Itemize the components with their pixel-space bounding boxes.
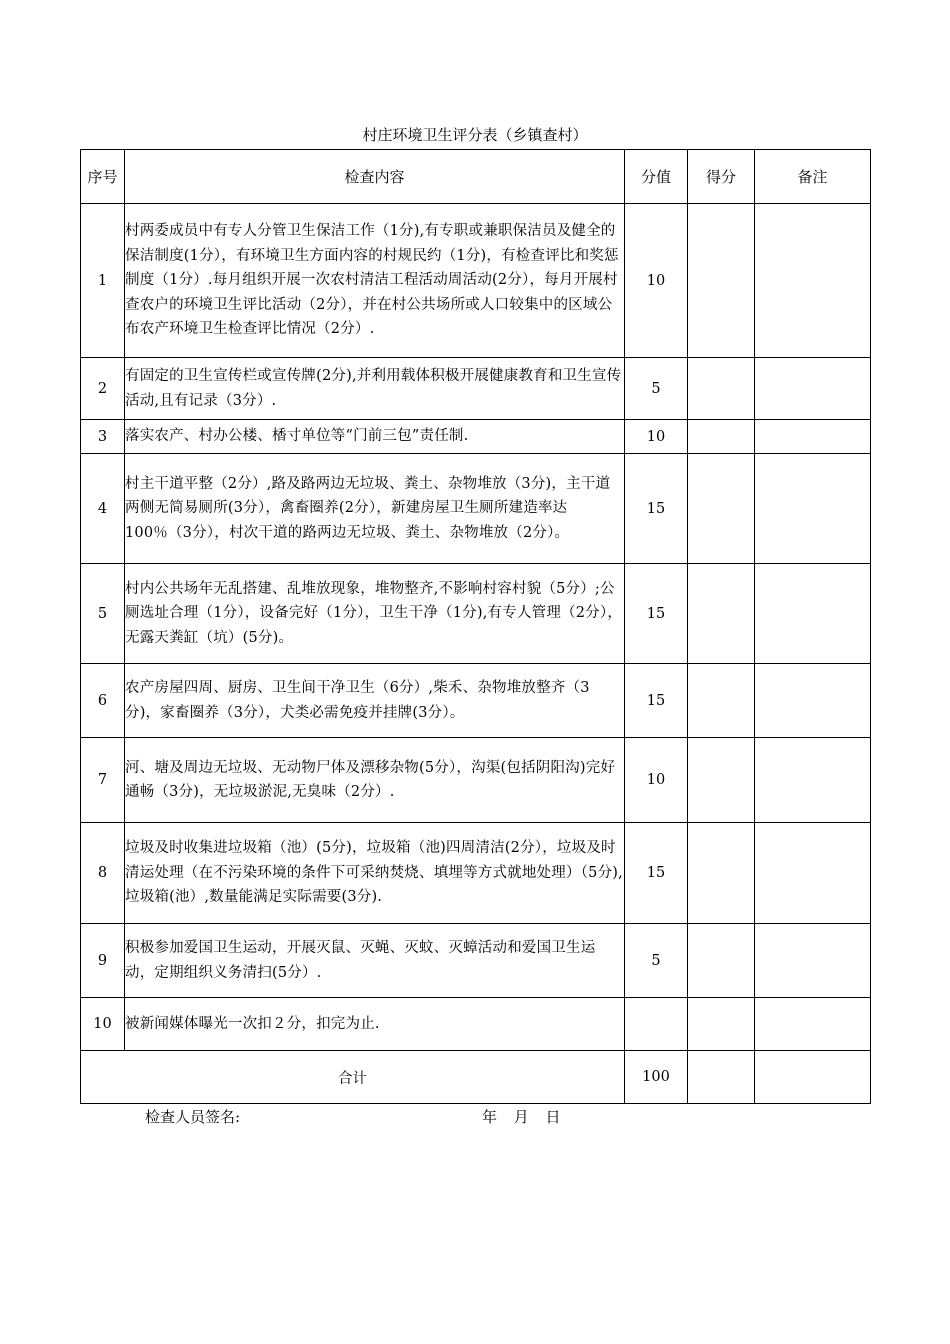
score-cell[interactable]	[688, 998, 755, 1051]
remark-cell[interactable]	[755, 924, 871, 998]
remark-cell[interactable]	[755, 998, 871, 1051]
row-number: 9	[81, 924, 125, 998]
score-cell[interactable]	[688, 564, 755, 664]
row-points: 10	[625, 204, 688, 358]
table-row	[81, 204, 871, 358]
remark-cell[interactable]	[755, 664, 871, 738]
row-content: 有固定的卫生宣传栏或宣传牌(2分),并利用载体积极开展健康教育和卫生宣传活动,且有记录（3分）.	[125, 358, 625, 420]
row-points: 5	[625, 924, 688, 998]
table-row	[81, 564, 871, 664]
remark-cell[interactable]	[755, 420, 871, 454]
signature-label: 检查人员签名:	[145, 1108, 241, 1126]
row-points: 10	[625, 420, 688, 454]
remark-cell[interactable]	[755, 358, 871, 420]
header-seq: 序号	[81, 150, 125, 204]
header-score: 得分	[688, 150, 755, 204]
table-row	[81, 358, 871, 420]
row-number: 8	[81, 823, 125, 924]
table-row	[81, 454, 871, 564]
score-cell[interactable]	[688, 420, 755, 454]
row-points: 15	[625, 664, 688, 738]
score-cell[interactable]	[688, 823, 755, 924]
row-content: 被新闻媒体曝光一次扣２分，扣完为止.	[125, 998, 625, 1051]
table-row	[81, 420, 871, 454]
remark-cell[interactable]	[755, 564, 871, 664]
remark-cell[interactable]	[755, 454, 871, 564]
score-cell[interactable]	[688, 924, 755, 998]
remark-cell[interactable]	[755, 738, 871, 823]
row-number: 4	[81, 454, 125, 564]
total-remark-cell[interactable]	[755, 1051, 871, 1104]
score-cell[interactable]	[688, 454, 755, 564]
row-content: 村两委成员中有专人分管卫生保洁工作（1分),有专职或兼职保洁员及健全的保洁制度(1分），有环境卫生方面内容的村规民约（1分)，有检查评比和奖惩制度（1分）.每月组织开展一次农村清洁工程活动周活动(2分），每月开展村查农户的环境卫生评比活动（2分），并在村公共场所或人口较集中的区域公布农产环境卫生检查评比情况（2分）.	[125, 204, 625, 358]
header-content: 检查内容	[125, 150, 625, 204]
row-content: 村内公共场年无乱搭建、乱堆放现象，堆物整齐,不影响村容村貌（5分）;公厕选址合理（1分），设备完好（1分），卫生干净（1分),有专人管理（2分），无露天粪缸（坑）(5分)。	[125, 564, 625, 664]
total-label: 合计	[81, 1051, 625, 1104]
date-label: 年 月 日	[482, 1108, 561, 1126]
row-number: 10	[81, 998, 125, 1051]
row-content: 积极参加爱国卫生运动，开展灭鼠、灭蝇、灭蚊、灭蟑活动和爱国卫生运动，定期组织义务清扫(5分）.	[125, 924, 625, 998]
score-cell[interactable]	[688, 738, 755, 823]
table-row	[81, 998, 871, 1051]
row-number: 5	[81, 564, 125, 664]
row-number: 2	[81, 358, 125, 420]
row-content: 落实农产、村办公楼、楿寸单位等“门前三包”责任制.	[125, 420, 625, 454]
table-row	[81, 664, 871, 738]
row-content: 河、塘及周边无垃圾、无动物尸体及漂移杂物(5分），沟渠(包括阴阳沟)完好通畅（3分)，无垃圾淤泥,无臭味（2分）.	[125, 738, 625, 823]
row-points: 15	[625, 454, 688, 564]
row-number: 6	[81, 664, 125, 738]
row-points: 5	[625, 358, 688, 420]
total-score-cell[interactable]	[688, 1051, 755, 1104]
score-cell[interactable]	[688, 358, 755, 420]
header-points: 分值	[625, 150, 688, 204]
row-points: 15	[625, 564, 688, 664]
row-number: 7	[81, 738, 125, 823]
row-points: 10	[625, 738, 688, 823]
score-table	[80, 149, 871, 1104]
table-row	[81, 924, 871, 998]
total-row	[81, 1051, 871, 1104]
row-content: 农产房屋四周、厨房、卫生间干净卫生（6分）,柴禾、杂物堆放整齐（3分)，家畜圈养（3分），犬类必需免疫并挂牌(3分）。	[125, 664, 625, 738]
remark-cell[interactable]	[755, 204, 871, 358]
row-content: 村主干道平整（2分）,路及路两边无垃圾、粪土、杂物堆放（3分)，主干道两侧无简易厕所(3分），禽畜圈养(2分），新建房屋卫生厕所建造率达 100％（3分），村次干道的路两边无垃圾、粪土、杂物堆放（2分）。	[125, 454, 625, 564]
table-row	[81, 823, 871, 924]
table-row	[81, 738, 871, 823]
table-header-row	[81, 150, 871, 204]
row-points: 15	[625, 823, 688, 924]
total-points: 100	[625, 1051, 688, 1104]
row-number: 1	[81, 204, 125, 358]
row-content: 垃圾及时收集进垃圾箱（池）(5分)，垃圾箱（池)四周清洁(2分），垃圾及时清运处理（在不污染环境的条件下可采纳焚烧、填埋等方式就地处理）（5分),垃圾箱(池）,数量能满足实际需要(3分).	[125, 823, 625, 924]
remark-cell[interactable]	[755, 823, 871, 924]
row-number: 3	[81, 420, 125, 454]
page-title: 村庄环境卫生评分表（乡镇查村）	[362, 126, 588, 144]
score-cell[interactable]	[688, 664, 755, 738]
header-remark: 备注	[755, 150, 871, 204]
score-cell[interactable]	[688, 204, 755, 358]
row-points	[625, 998, 688, 1051]
